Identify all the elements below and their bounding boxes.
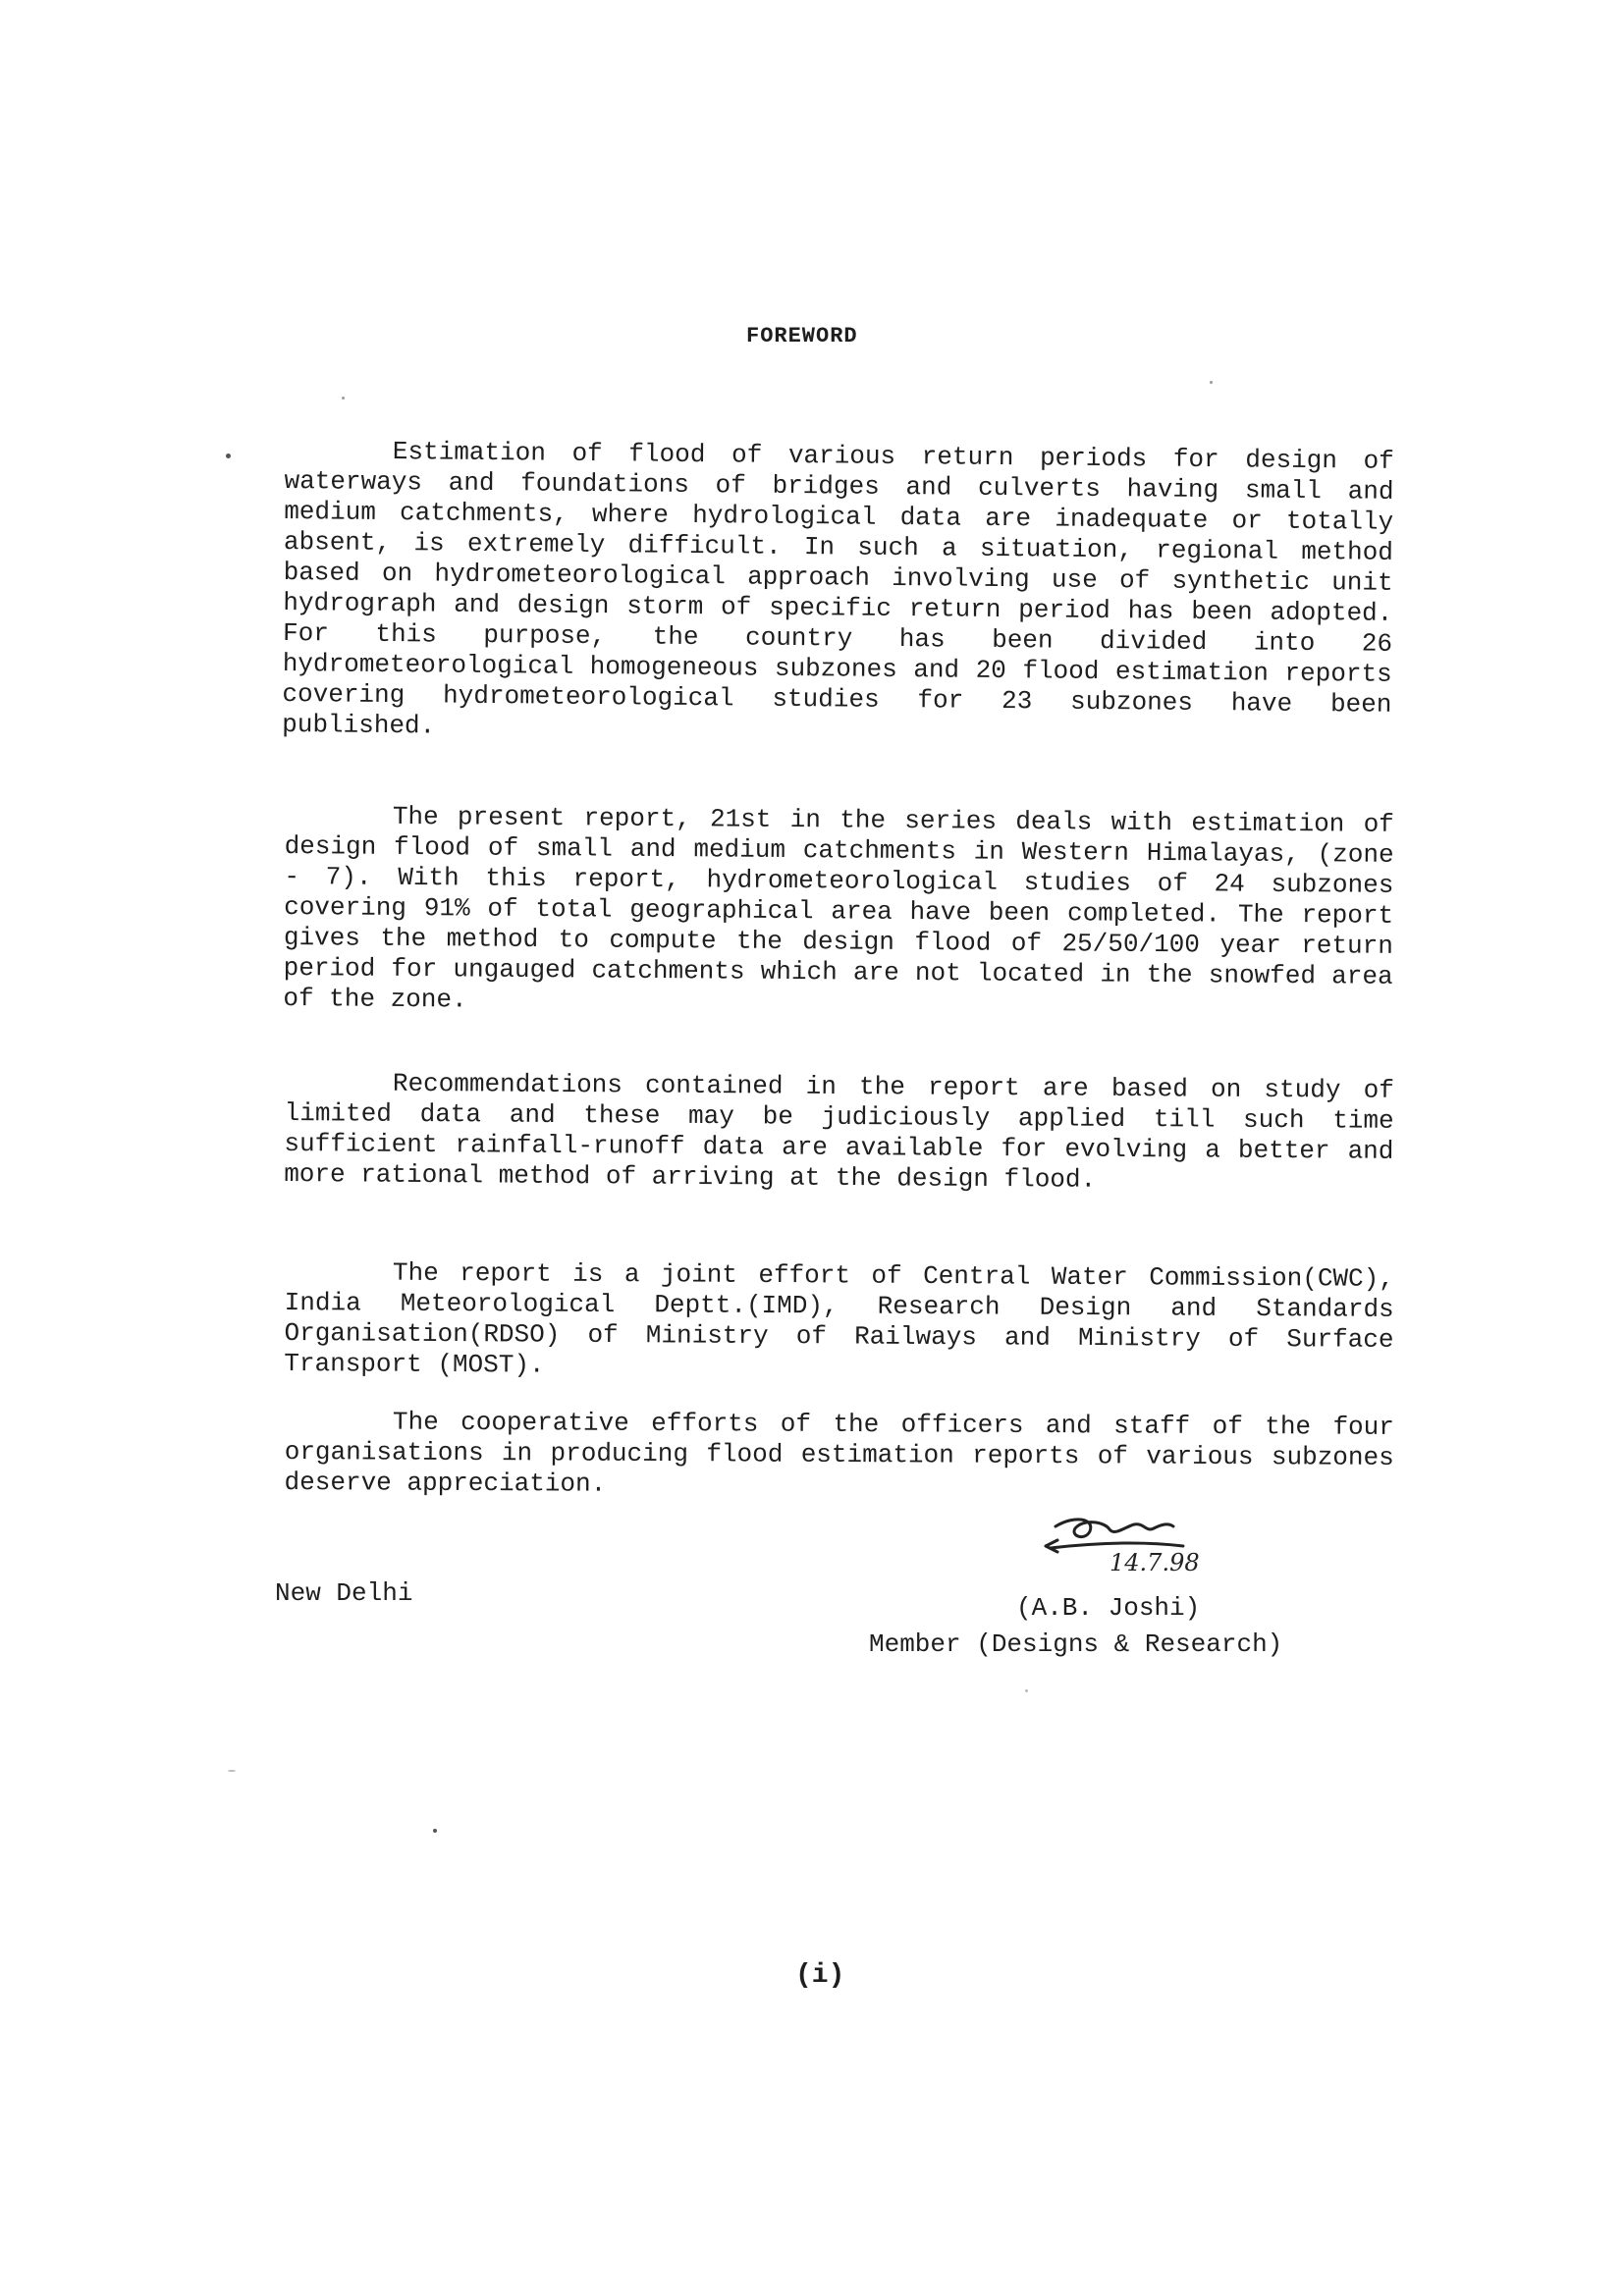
page-number: (i): [795, 1960, 845, 1991]
signer-title: Member (Designs & Research): [869, 1629, 1283, 1659]
scan-speck: [433, 1829, 437, 1833]
paragraph-1: Estimation of flood of various return periods for design of waterways and foundations of bridges and culverts having small and medium catchments, where hydrological data are inadequate or totally absent, is extremely difficult. In such a situation, regional method based on hydrometeorological approach involving use of synthetic unit hydrograph and design storm of specific return period has been adopted. For this purpose, the country has been divided into 26 hydrometeorological homogeneous subzones and 20 flood estimation reports covering hydrometeorological studies for 23 subzones have been published.: [282, 437, 1394, 741]
scan-speck: [226, 454, 231, 458]
paragraph-5: The cooperative efforts of the officers and staff of the four organisations in producing flood estimation reports of various subzones deserve appreciation.: [284, 1407, 1394, 1499]
page-title: FOREWORD: [746, 324, 858, 348]
signer-name: (A.B. Joshi): [1016, 1593, 1201, 1623]
scan-speck: [1025, 1689, 1028, 1692]
handwritten-signature: [1036, 1497, 1272, 1585]
scan-speck: [228, 1770, 236, 1772]
paragraph-3: Recommendations contained in the report are based on study of limited data and these may be judiciously applied till such time sufficient rainfall-runoff data are available for evolving a better and more rational method of arriving at the design flood.: [284, 1068, 1394, 1195]
scan-speck: [342, 397, 345, 400]
signature-date: 14.7.98: [1110, 1549, 1200, 1576]
place-label: New Delhi: [275, 1578, 413, 1608]
paragraph-4: The report is a joint effort of Central Water Commission(CWC), India Meteorological Deptt.(IMD), Research Design and Standards Organisation(RDSO) of Ministry of Railways and Ministry of Surface Transport (MOST).: [284, 1257, 1394, 1380]
paragraph-2: The present report, 21st in the series deals with estimation of design flood of small and medium catchments in Western Himalayas, (zone - 7). With this report, hydrometeorological studies of 24 subzones covering 91% of total geographical area have been completed. The report gives the method to compute the design flood of 25/50/100 year return period for ungauged catchments which are not located in the snowfed area of the zone.: [283, 801, 1394, 1015]
scan-speck: [1210, 381, 1213, 384]
